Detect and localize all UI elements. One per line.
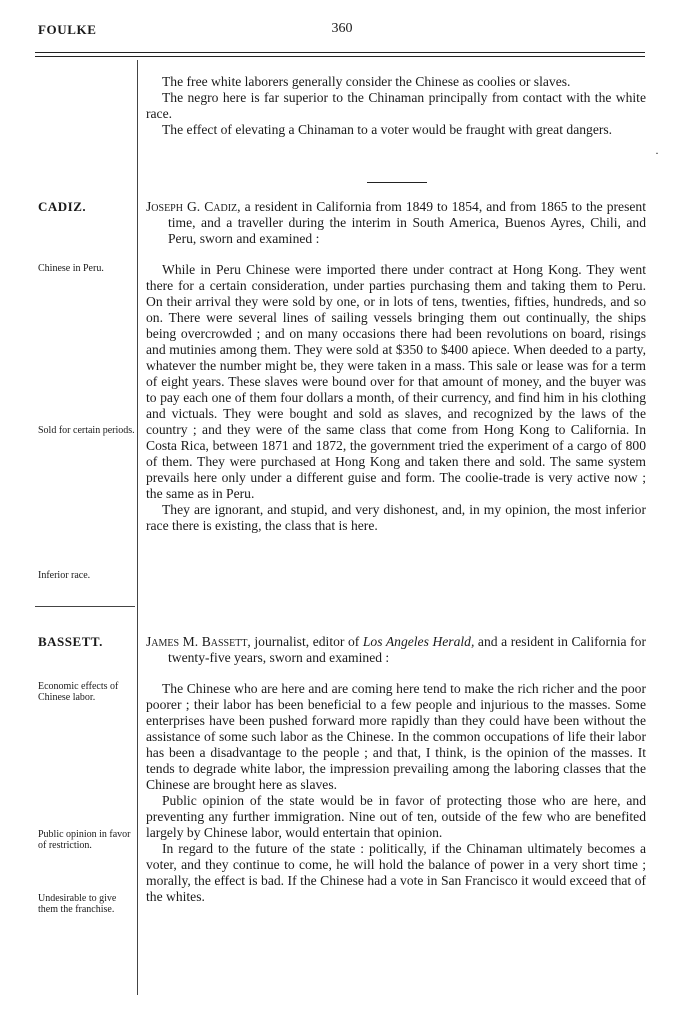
page-number: 360 bbox=[331, 21, 353, 36]
foulke-paragraph-1: The free white laborers generally consider the Chinese as coolies or slaves. bbox=[162, 74, 571, 89]
margin-rule bbox=[35, 606, 135, 607]
witness-name-bassett: BASSETT. bbox=[38, 634, 103, 649]
header-rule-top bbox=[35, 52, 645, 53]
bassett-paragraph-3: In regard to the future of the state : politically, if the Chinaman ultimately becomes a voter, and they continue to come, he will hold the balance of power in a very short time ; morally, the effect is bad. If the Chinese had a vote in San Francisco it would exceed that of the whites. bbox=[146, 841, 646, 904]
margin-note-sold-for-periods: Sold for certain periods. bbox=[38, 425, 135, 436]
bassett-intro-rest: and a resident in California for twenty-five years, sworn and examined : bbox=[168, 634, 646, 665]
margin-note-inferior-race: Inferior race. bbox=[38, 570, 91, 581]
running-head: FOULKE bbox=[38, 22, 97, 37]
page-header bbox=[0, 22, 684, 42]
section-divider-1 bbox=[367, 182, 427, 183]
bassett-paragraph-1: The Chinese who are here and are coming here tend to make the rich richer and the poor poorer ; their labor has been beneficial to a few people and injurious to the masses. Some enterprises have been pushed forward more rapidly than they could have been without the assistance of some such labor as the Chinese. In the common occupations of life their labor has been a disadvantage to the people ; and that, I think, is the opinion of the masses. It tends to degrade white labor, the impression prevailing among the laboring classes that the Chinese are brought here as slaves. bbox=[146, 681, 646, 792]
margin-note-franchise: Undesirable to give them the franchise. bbox=[38, 893, 117, 915]
margin-note-economic-effects: Economic effects of Chinese labor. bbox=[38, 681, 119, 703]
cadiz-paragraph-2: They are ignorant, and stupid, and very dishonest, and, in my opinion, the most inferior race there is existing, the class that is here. bbox=[146, 502, 646, 533]
bassett-intro-name: James M. Bassett, bbox=[146, 634, 251, 649]
foulke-paragraph-2: The negro here is far superior to the Chinaman principally from contact with the white race. bbox=[146, 90, 646, 121]
cadiz-testimony bbox=[146, 262, 646, 534]
cadiz-paragraph-1: While in Peru Chinese were imported there under contract at Hong Kong. They went there for a certain consideration, under parties purchasing them and taking them to Peru. On their arrival they were sold by one, or in lots of tens, twenties, fifties, hundreds, and so on. There were several lines of sailing vessels bringing them out continually, the ships being overcrowded ; and on many occasions there had been revolutions on board, risings and mutinies among them. They were sold at $350 to $400 apiece. When deeded to a party, whatever the number might be, they were taken in a mass. This sale or lease was for a term of eight years. These slaves were bound over for that amount of money, and the buyer was to pay each one of them four dollars a month, of their currency, and find him in his clothing and victuals. They were bought and sold as slaves, and recognized by the laws of the country ; and they were of the same class that come from Hong Kong to California. In Costa Rica, between 1871 and 1872, the government tried the experiment of a cargo of 800 of them. They were purchased at Hong Kong and taken there and sold. The same system prevails here only under a different guise and form. The coolie-trade is very active now ; the same as in Peru. bbox=[146, 262, 646, 501]
margin-divider bbox=[137, 60, 138, 995]
margin-note-chinese-in-peru: Chinese in Peru. bbox=[38, 263, 104, 274]
bassett-paragraph-2: Public opinion of the state would be in favor of protecting those who are here, and preventing any further immigration. Nine out of ten, outside of the few who are benefited largely by Chinese labor, would entertain that opinion. bbox=[146, 793, 646, 840]
cadiz-intro-rest: a resident in California from 1849 to 1854, and from 1865 to the present time, and a traveller during the interim in South America, Buenos Ayres, Chili, and Peru, sworn and examined : bbox=[168, 199, 646, 246]
foulke-paragraph-3: The effect of elevating a Chinaman to a voter would be fraught with great dangers. bbox=[162, 122, 613, 137]
witness-name-cadiz: CADIZ. bbox=[38, 199, 87, 214]
bassett-intro bbox=[146, 634, 646, 666]
stray-mark: · bbox=[655, 146, 659, 160]
cadiz-intro-name: Joseph G. Cadiz, bbox=[146, 199, 241, 214]
header-rule-bottom bbox=[35, 56, 645, 57]
margin-note-public-opinion: Public opinion in favor of restriction. bbox=[38, 829, 131, 851]
cadiz-intro bbox=[146, 199, 646, 247]
bassett-newspaper: Los Angeles Herald, bbox=[362, 634, 475, 649]
foulke-testimony bbox=[146, 74, 646, 138]
bassett-testimony bbox=[146, 681, 646, 905]
bassett-intro-mid: journalist, editor of bbox=[250, 634, 363, 649]
